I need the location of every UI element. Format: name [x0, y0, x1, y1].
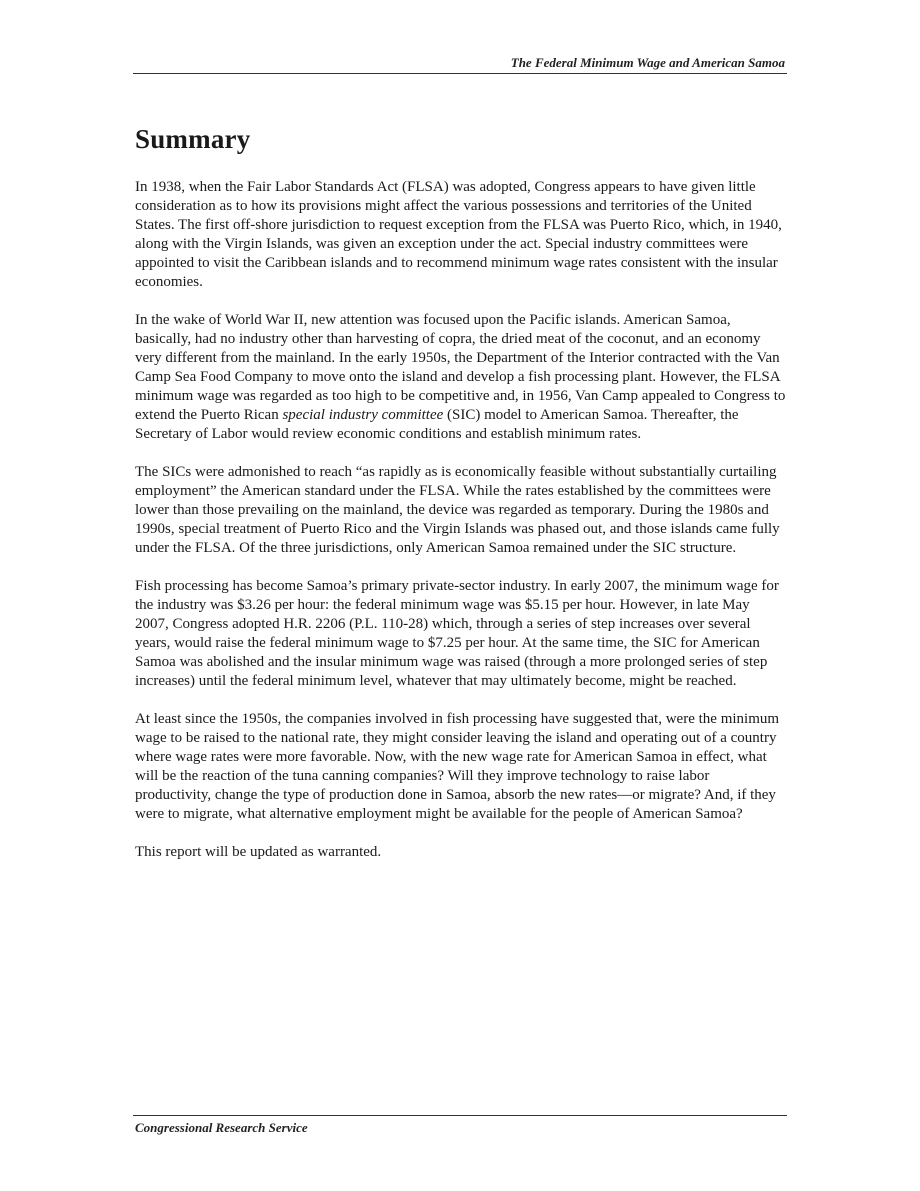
- paragraph-companies-migrate: At least since the 1950s, the companies involved in fish processing have suggested that, were the minimum wage to be raised to the national rate, they might consider leaving the island and operating out of a country where wage rates were more favorable. Now, with the new wage rate for American Samoa in effect, what will be the reaction of the tuna canning companies? Will they improve technology to raise labor productivity, change the type of production done in Samoa, absorb the new rates—or migrate? And, if they were to migrate, what alternative employment might be available for the people of American Samoa?: [135, 711, 780, 822]
- running-footer: [133, 1115, 787, 1135]
- section-heading-summary: Summary: [135, 124, 251, 154]
- running-header: [133, 53, 787, 74]
- paragraph-pacific-islands-italic: special industry committee: [282, 407, 444, 423]
- summary-body: [135, 178, 787, 881]
- paragraph-sic-admonished: The SICs were admonished to reach “as rapidly as is economically feasible without substantially curtailing employment” the American standard under the FLSA. While the rates established by the committees were lower than those prevailing on the mainland, the device was regarded as temporary. During the 1980s and 1990s, special treatment of Puerto Rico and the Virgin Islands was phased out, and those islands came fully under the FLSA. Of the three jurisdictions, only American Samoa remained under the SIC structure.: [135, 464, 780, 556]
- paragraph-pacific-islands: [135, 311, 787, 444]
- paragraph-update-note: This report will be updated as warranted.: [135, 844, 382, 860]
- paragraph-fish-processing: Fish processing has become Samoa’s primary private-sector industry. In early 2007, the minimum wage for the industry was $3.26 per hour: the federal minimum wage was $5.15 per hour. However, in late May 2007, Congress adopted H.R. 2206 (P.L. 110-28) which, through a series of step increases over several years, would raise the federal minimum wage to $7.25 per hour. At the same time, the SIC for American Samoa was abolished and the insular minimum wage was raised (through a more prolonged series of step increases) until the federal minimum level, whatever that may ultimately become, might be reached.: [135, 578, 779, 689]
- paragraph-pacific-islands-text-1: In the wake of World War II, new attention was focused upon the Pacific islands. American Samoa, basically, had no industry other than harvesting of copra, the dried meat of the coconut, and an economy very different from the mainland. In the early 1950s, the Department of the Interior contracted with the Van Camp Sea Food Company to move onto the island and develop a fish processing plant. However, the FLSA minimum wage was regarded as too high to be competitive and, in 1956, Van Camp appealed to Congress to extend the Puerto Rican: [135, 312, 786, 423]
- running-footer-source: Congressional Research Service: [135, 1120, 308, 1135]
- running-header-title: The Federal Minimum Wage and American Samoa: [510, 55, 785, 70]
- paragraph-flsa-history: In 1938, when the Fair Labor Standards Act (FLSA) was adopted, Congress appears to have given little consideration as to how its provisions might affect the various possessions and territories of the United States. The first off-shore jurisdiction to request exception from the FLSA was Puerto Rico, which, in 1940, along with the Virgin Islands, was given an exception under the act. Special industry committees were appointed to visit the Caribbean islands and to recommend minimum wage rates consistent with the insular economies.: [135, 179, 782, 290]
- paragraph-pacific-islands-text-2: (SIC) model to American Samoa. Thereafter, the Secretary of Labor would review economic conditions and establish minimum rates.: [135, 407, 739, 442]
